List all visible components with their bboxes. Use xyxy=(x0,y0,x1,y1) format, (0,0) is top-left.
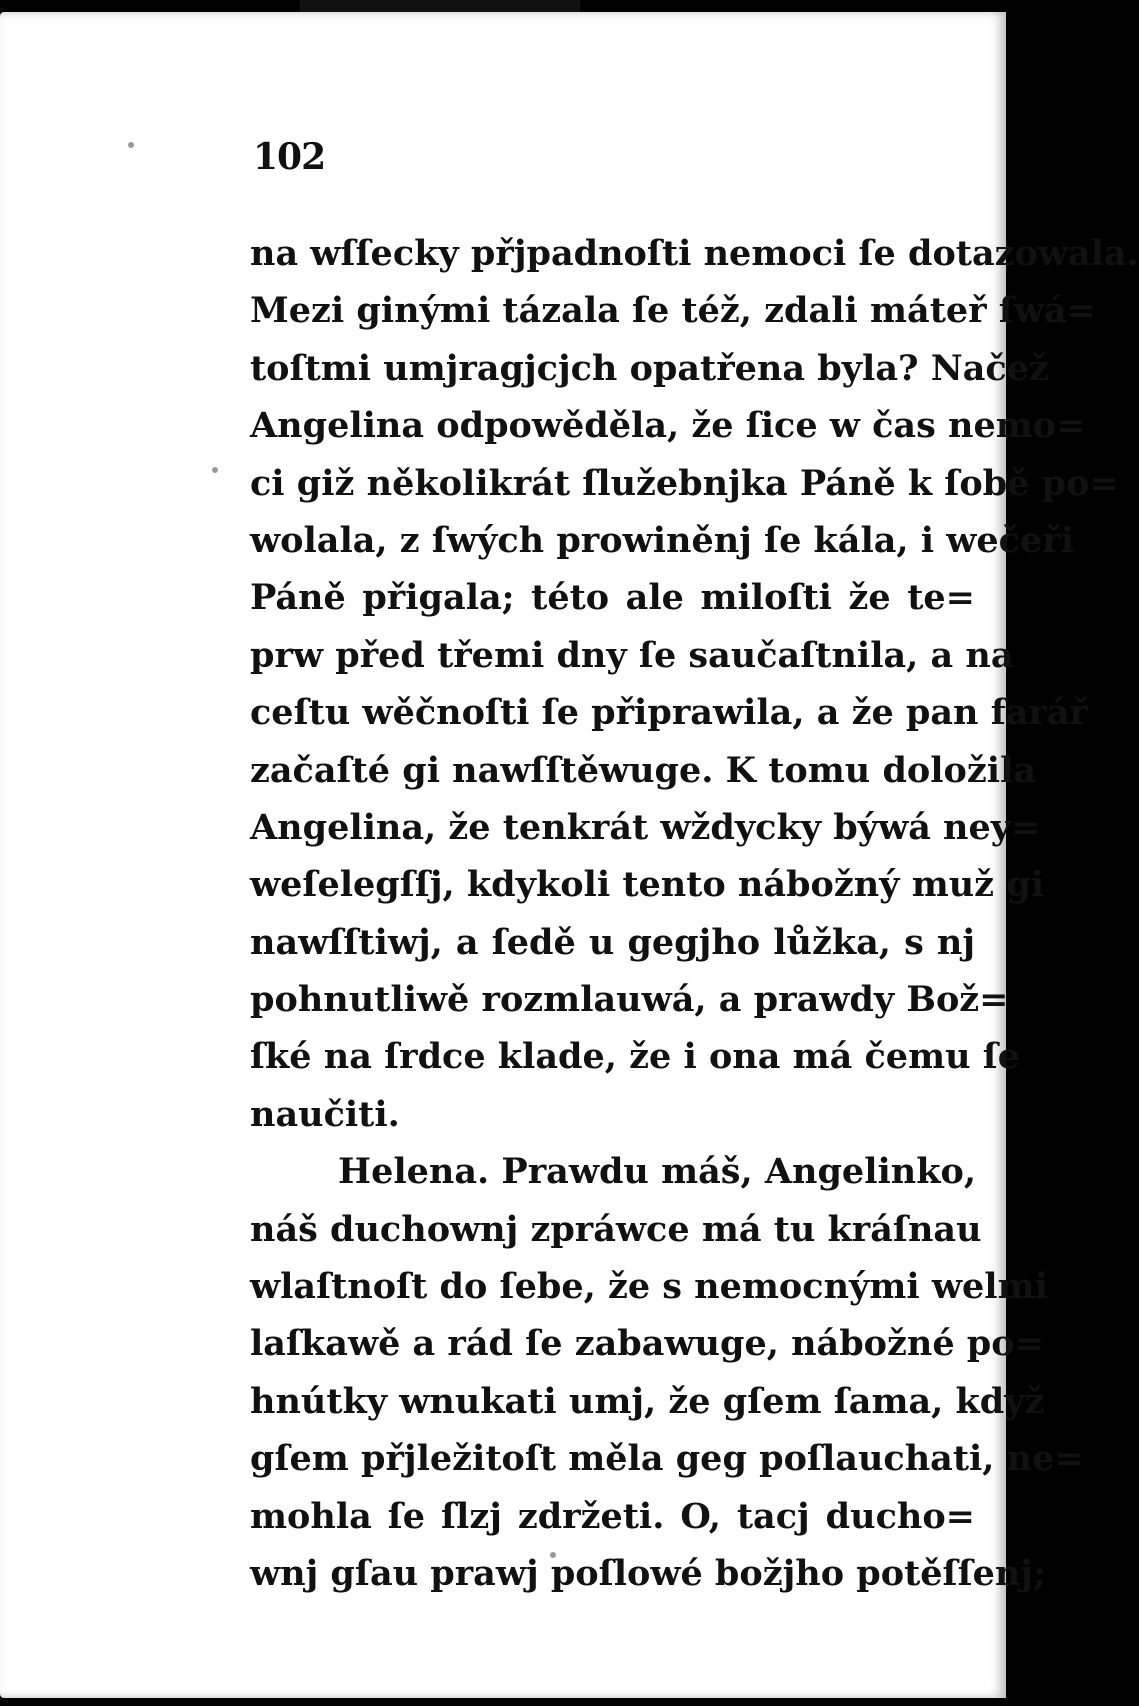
text-line: wlaſtnoſt do ſebe, že s nemocnými welmi xyxy=(250,1266,1048,1308)
text-line: Páně přigala; této ale miloſti že te= xyxy=(250,577,975,619)
text-line: náš duchownj zpráwce má tu kráſnau xyxy=(250,1208,982,1250)
text-line: pohnutliwě rozmlauwá, a prawdy Bož= xyxy=(250,979,1009,1021)
text-line: ceſtu wěčnoſti ſe připrawila, a že pan farář xyxy=(250,692,1088,734)
text-line: na wſſecky přjpadnoſti nemoci ſe dotazowala. xyxy=(250,233,1139,274)
text-line: toſtmi umjragjcjch opatřena byla? Načež xyxy=(250,347,1049,389)
text-line: Angelina odpowěděla, že ſice w čas nemo= xyxy=(250,405,1086,447)
page-number: 102 xyxy=(253,136,326,178)
paper-speck xyxy=(212,467,218,473)
text-line: Mezi ginými tázala ſe též, zdali máteř ſwá= xyxy=(250,290,1096,332)
text-line: ſké na ſrdce klade, že i ona má čemu ſe xyxy=(250,1036,1021,1078)
text-line: wolala, z ſwých prowiněnj ſe kála, i wečeři xyxy=(250,519,1074,561)
text-line: laſkawě a rád ſe zabawuge, nábožné po= xyxy=(250,1323,1044,1365)
text-line: hnútky wnukati umj, že gſem ſama, když xyxy=(250,1380,1045,1422)
text-line: nawſſtiwj, a ſedě u gegjho lůžka, s nj xyxy=(250,921,975,963)
text-line: mohla ſe ſlzj zdržeti. O, tacj ducho= xyxy=(250,1495,975,1537)
text-line: Helena. Prawdu máš, Angelinko, xyxy=(338,1151,977,1193)
text-line: ci giž několikrát ſlužebnjka Páně k ſobě po= xyxy=(250,462,1119,504)
text-line: prw před třemi dny ſe saučaſtnila, a na xyxy=(250,634,1014,676)
text-line: naučiti. xyxy=(250,1093,400,1135)
text-line: začaſté gi nawſſtěwuge. K tomu doložila xyxy=(250,749,1037,791)
body-text xyxy=(250,225,1139,1602)
paper-speck xyxy=(128,142,134,148)
text-line: weſelegſſj, kdykoli tento nábožný muž gi xyxy=(250,864,1045,906)
text-line: gſem přjležitoſt měla geg poſlauchati, ne= xyxy=(250,1438,1084,1480)
text-line: Angelina, že tenkrát wždycky býwá ney= xyxy=(250,806,1041,848)
text-line: wnj gſau prawj poſlowé božjho potěſſenj; xyxy=(250,1552,1046,1594)
